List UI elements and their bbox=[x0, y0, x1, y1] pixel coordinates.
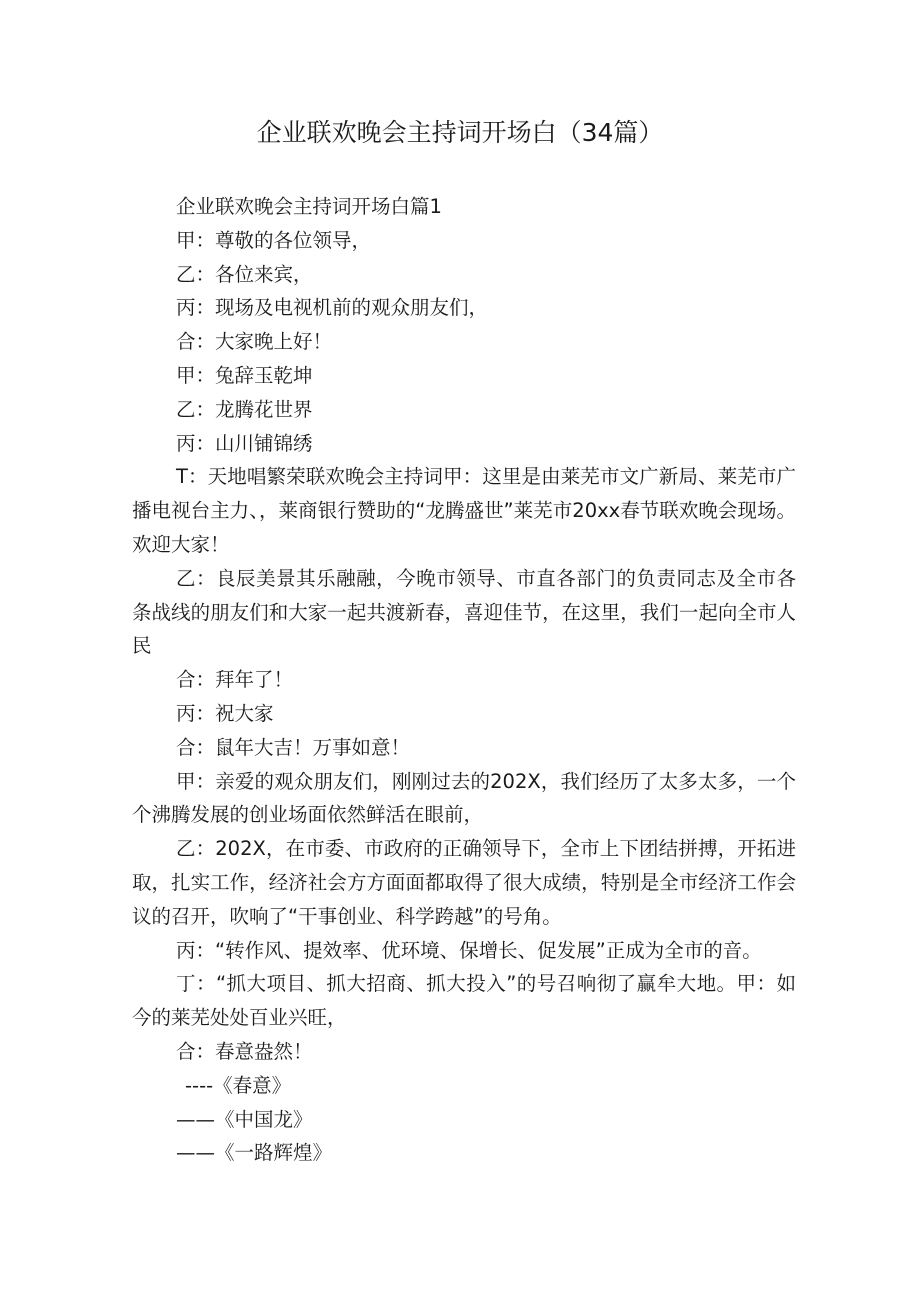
program-item: ——《一路辉煌》 bbox=[176, 1141, 333, 1165]
program-item: ----《春意》 bbox=[185, 1073, 292, 1097]
paragraph: 甲：兔辞玉乾坤 bbox=[176, 363, 313, 387]
document-body bbox=[132, 190, 796, 1170]
paragraph: 丙：现场及电视机前的观众朋友们， bbox=[176, 296, 489, 320]
paragraph: 合：鼠年大吉！万事如意！ bbox=[176, 735, 411, 759]
paragraph: 合：春意盎然！ bbox=[176, 1039, 313, 1063]
paragraph: 乙：202X，在市委、市政府的正确领导下，全市上下团结拼搏，开拓进取，扎实工作，经济社会方方面面都取得了很大成绩，特别是全市经济工作会议的召开，吹响了“干事创业、科学跨越”的号角。 bbox=[132, 837, 796, 928]
paragraph: T：天地唱繁荣联欢晚会主持词甲：这里是由莱芜市文广新局、莱芜市广播电视台主力、，莱商银行赞助的“龙腾盛世”莱芜市20xx春节联欢晚会现场。欢迎大家！ bbox=[132, 465, 796, 556]
paragraph: 合：大家晚上好！ bbox=[176, 330, 333, 354]
paragraph: 合：拜年了！ bbox=[176, 668, 294, 692]
paragraph: 乙：良辰美景其乐融融，今晚市领导、市直各部门的负责同志及全市各条战线的朋友们和大家一起共渡新春，喜迎佳节，在这里，我们一起向全市人民 bbox=[132, 566, 796, 658]
paragraph: 乙：龙腾花世界 bbox=[176, 397, 313, 421]
document-title: 企业联欢晚会主持词开场白（34篇） bbox=[256, 118, 664, 147]
program-item: ——《中国龙》 bbox=[176, 1107, 313, 1131]
paragraph: 丁：“抓大项目、抓大招商、抓大投入”的号召响彻了赢牟大地。甲：如今的莱芜处处百业兴旺， bbox=[132, 972, 796, 1030]
paragraph: 甲：亲爱的观众朋友们，刚刚过去的202X，我们经历了太多太多，一个个沸腾发展的创业场面依然鲜活在眼前， bbox=[132, 769, 796, 827]
paragraph: 丙：山川铺锦绣 bbox=[176, 431, 313, 455]
paragraph: 乙：各位来宾， bbox=[176, 262, 313, 286]
paragraph: 甲：尊敬的各位领导， bbox=[176, 228, 372, 252]
paragraph: 丙：“转作风、提效率、优环境、保增长、促发展”正成为全市的音。 bbox=[176, 938, 762, 962]
section-heading: 企业联欢晚会主持词开场白篇1 bbox=[176, 195, 442, 218]
paragraph: 丙：祝大家 bbox=[176, 701, 274, 725]
